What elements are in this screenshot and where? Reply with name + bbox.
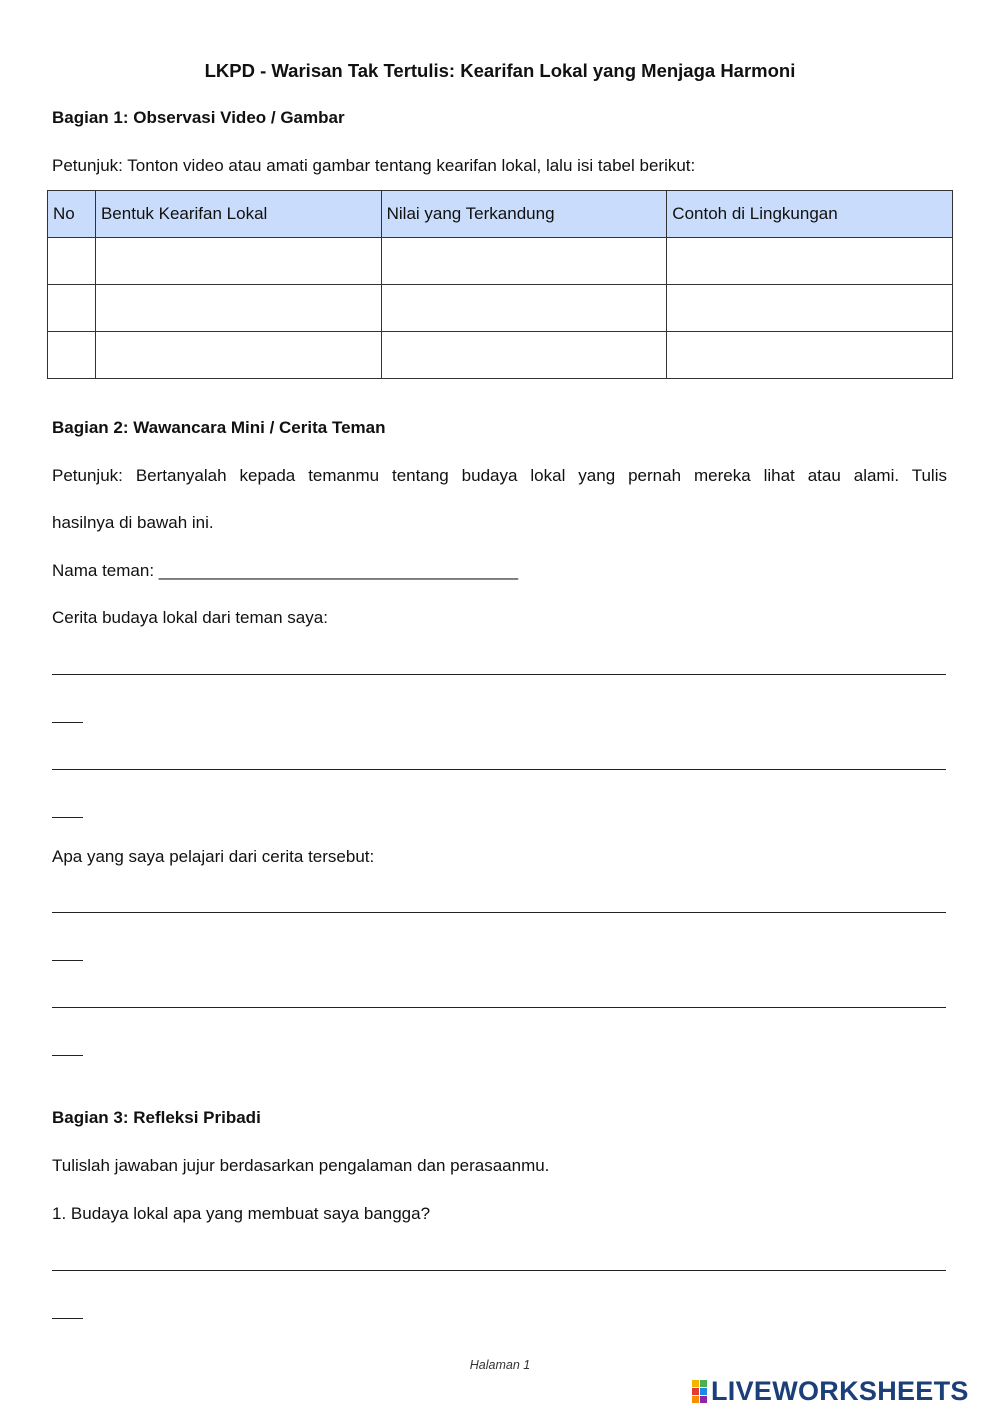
section2-heading: Bagian 2: Wawancara Mini / Cerita Teman [52, 418, 386, 437]
logo-square [700, 1388, 707, 1395]
table-row [48, 285, 953, 332]
table-cell[interactable] [381, 285, 667, 332]
table-cell[interactable] [667, 332, 953, 379]
table-cell[interactable] [48, 238, 96, 285]
lesson-answer-line-end[interactable] [52, 960, 83, 961]
table-cell[interactable] [95, 285, 381, 332]
logo-square [700, 1396, 707, 1403]
question1-answer-line[interactable] [52, 1270, 946, 1271]
table-cell[interactable] [48, 332, 96, 379]
table-cell[interactable] [95, 238, 381, 285]
section2-instruction-line2: hasilnya di bawah ini. [52, 513, 214, 532]
page-number: Halaman 1 [469, 1358, 531, 1372]
liveworksheets-icon [692, 1380, 707, 1403]
lesson-answer-line[interactable] [52, 1007, 946, 1008]
logo-square [692, 1388, 699, 1395]
table-cell[interactable] [95, 332, 381, 379]
story-answer-line-end[interactable] [52, 817, 83, 818]
table-cell[interactable] [667, 238, 953, 285]
section1-heading: Bagian 1: Observasi Video / Gambar [52, 108, 345, 127]
liveworksheets-logo [692, 1376, 969, 1407]
logo-square [692, 1380, 699, 1387]
story-answer-line[interactable] [52, 674, 946, 675]
table-cell[interactable] [48, 285, 96, 332]
table-header-no: No [48, 191, 96, 238]
section3-heading: Bagian 3: Refleksi Pribadi [52, 1108, 261, 1127]
table-header-contoh: Contoh di Lingkungan [667, 191, 953, 238]
section3-instruction: Tulislah jawaban jujur berdasarkan pengalaman dan perasaanmu. [52, 1156, 550, 1175]
logo-square [700, 1380, 707, 1387]
observation-table [47, 190, 953, 379]
question1-answer-line-end[interactable] [52, 1318, 83, 1319]
table-row [48, 238, 953, 285]
table-header-bentuk: Bentuk Kearifan Lokal [95, 191, 381, 238]
table-cell[interactable] [381, 238, 667, 285]
friend-name-field[interactable]: Nama teman: ______________________________________ [52, 561, 519, 580]
table-cell[interactable] [381, 332, 667, 379]
table-header-row [48, 191, 953, 238]
section1-instruction: Petunjuk: Tonton video atau amati gambar tentang kearifan lokal, lalu isi tabel berikut: [52, 156, 696, 175]
question-1: 1. Budaya lokal apa yang membuat saya bangga? [52, 1204, 431, 1223]
logo-square [692, 1396, 699, 1403]
table-cell[interactable] [667, 285, 953, 332]
table-header-nilai: Nilai yang Terkandung [381, 191, 667, 238]
lesson-answer-line-end[interactable] [52, 1055, 83, 1056]
brand-name: LIVEWORKSHEETS [711, 1376, 969, 1406]
lesson-answer-line[interactable] [52, 912, 946, 913]
story-prompt: Cerita budaya lokal dari teman saya: [52, 608, 328, 627]
story-answer-line-end[interactable] [52, 722, 83, 723]
section2-instruction-line1: Petunjuk: Bertanyalah kepada temanmu tentang budaya lokal yang pernah mereka lihat atau alami. Tulis [52, 466, 947, 485]
story-answer-line[interactable] [52, 769, 946, 770]
worksheet-title: LKPD - Warisan Tak Tertulis: Kearifan Lokal yang Menjaga Harmoni [204, 60, 796, 81]
lesson-prompt: Apa yang saya pelajari dari cerita tersebut: [52, 847, 375, 866]
table-row [48, 332, 953, 379]
